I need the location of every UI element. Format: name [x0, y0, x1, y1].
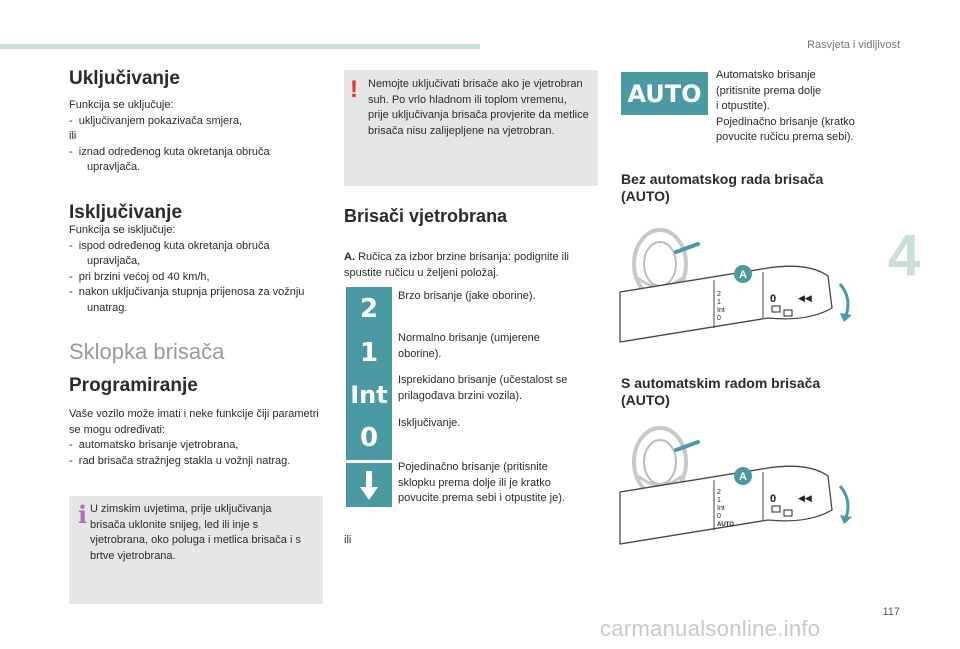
warning-icon: !	[350, 76, 358, 103]
stalk-label-2: 2	[717, 489, 721, 496]
text-line: Funkcija se uključuje:	[69, 99, 174, 111]
heading-brisaci: Brisači vjetrobrana	[344, 206, 508, 226]
washer-arrows-icon: ◀◀	[798, 494, 812, 504]
warning-box	[344, 70, 598, 186]
heading-line: S automatskim radom brisača	[621, 375, 821, 391]
heading-line: Bez automatskog rada brisača	[621, 171, 824, 187]
text-line: - rad brisača stražnjeg stakla u vožnji natrag.	[69, 454, 291, 467]
text-line: i otpustite).	[716, 100, 770, 112]
rotation-arrow-head	[840, 515, 852, 524]
heading-line: (AUTO)	[621, 392, 670, 408]
ring-label: 0	[770, 293, 777, 305]
chapter-number: 4	[888, 223, 921, 288]
page-number: 117	[882, 606, 900, 618]
rotation-arrow-head	[840, 313, 852, 322]
heading-ukljucivanje: Uključivanje	[69, 68, 180, 89]
watermark: carmanualsonline.info	[600, 616, 821, 641]
stalk-label-2: 2	[717, 291, 721, 298]
stalk-diagram-manual	[618, 218, 863, 348]
iskljucivanje-text	[69, 223, 319, 316]
wiper-stalk	[620, 266, 832, 342]
heading-without-auto	[621, 171, 823, 205]
speed-2-icon: 2	[346, 287, 392, 331]
down-arrow-icon	[346, 463, 392, 507]
speed-2-text: Brzo brisanje (jake oborine).	[398, 290, 536, 302]
label-a: A	[739, 471, 747, 483]
label-a: A	[739, 269, 747, 281]
label-a-marker	[734, 265, 752, 283]
info-text: U zimskim uvjetima, prije uključivanja brisača uklonite snijeg, led ili inje s vjetrobrana, oko poluga i metlica brisača i s brtve vjetrobrana.	[90, 503, 301, 562]
heading-line: (AUTO)	[621, 188, 670, 204]
warning-text: Nemojte uključivati brisače ako je vjetrobran suh. Po vrlo hladnom ili toplom vremenu, prije uključivanja brisača provjerite da metlice brisača nisu zalijepljene na vjetrobran.	[368, 78, 589, 137]
speed-1-icon: 1	[346, 331, 392, 375]
highlighted-stalk	[676, 244, 698, 252]
off-0-icon: 0	[346, 416, 392, 460]
intro-body: Ručica za izbor brzine brisanja: podignite ili spustite ručicu u željeni položaj.	[344, 251, 570, 279]
int-icon: Int	[346, 373, 392, 417]
ring-label: 0	[770, 493, 777, 505]
text-line: - pri brzini većoj od 40 km/h,	[69, 270, 210, 283]
intro-text	[344, 250, 584, 281]
stalk-label-0: 0	[717, 315, 721, 322]
auto-icon: AUTO	[621, 72, 708, 115]
text-line: Vaše vozilo može imati i neke funkcije čiji parametri se mogu određivati:	[69, 408, 319, 436]
heading-programiranje: Programiranje	[69, 375, 198, 396]
text-line: povucite ručicu prema sebi).	[716, 131, 854, 143]
chapter-title: Rasvjeta i vidljivost	[807, 39, 900, 51]
text-line: - uključivanjem pokazivača smjera,	[69, 114, 243, 127]
label-a-marker	[734, 467, 752, 485]
rotation-arrow	[840, 486, 848, 518]
stalk-diagram-auto	[618, 418, 863, 550]
info-icon: i	[78, 500, 88, 529]
wiper-stalk	[620, 466, 832, 544]
text-line: Pojedinačno brisanje (kratko	[716, 115, 855, 128]
text-line: (pritisnite prema dolje	[716, 84, 822, 97]
text-line: - nakon uključivanja stupnja prijenosa za vožnju unatrag.	[69, 286, 305, 314]
washer-arrows-icon: ◀◀	[798, 294, 812, 304]
section-title: Sklopka brisača	[69, 339, 225, 364]
text-line: - iznad određenog kuta okretanja obruča upravljača.	[69, 145, 270, 173]
text-line: ili	[69, 130, 77, 142]
header-bar	[0, 44, 480, 49]
off-0-text: Isključivanje.	[398, 417, 461, 429]
programiranje-text	[69, 407, 329, 469]
stalk-label-1: 1	[717, 299, 721, 306]
down-arrow-glyph	[359, 469, 379, 501]
text-line: Funkcija se isključuje:	[69, 224, 176, 236]
text-line: - ispod određenog kuta okretanja obruča upravljača,	[69, 239, 270, 267]
text-line: - automatsko brisanje vjetrobrana,	[69, 439, 239, 451]
stalk-label-int: Int	[717, 307, 725, 314]
text-line: Automatsko brisanje	[716, 69, 816, 81]
highlighted-stalk	[676, 442, 698, 450]
info-box	[69, 496, 323, 604]
intro-label: A.	[344, 251, 355, 263]
int-text: Isprekidano brisanje (učestalost se prilagođava brzini vozila).	[398, 374, 568, 402]
stalk-label-1: 1	[717, 497, 721, 504]
heading-with-auto	[621, 375, 820, 409]
single-wipe-text: Pojedinačno brisanje (pritisnite sklopku prema dolje ili je kratko povucite prema sebi i otpustite je).	[398, 461, 565, 504]
rotation-arrow	[840, 284, 848, 316]
stalk-label-auto: AUTO	[717, 522, 734, 528]
heading-iskljucivanje: Isključivanje	[69, 202, 183, 223]
ukljucivanje-text	[69, 98, 319, 176]
auto-text	[716, 68, 886, 146]
ili-text: ili	[344, 534, 352, 546]
stalk-label-0: 0	[717, 513, 721, 520]
speed-1-text: Normalno brisanje (umjerene oborine).	[398, 332, 540, 360]
stalk-label-int: Int	[717, 505, 725, 512]
